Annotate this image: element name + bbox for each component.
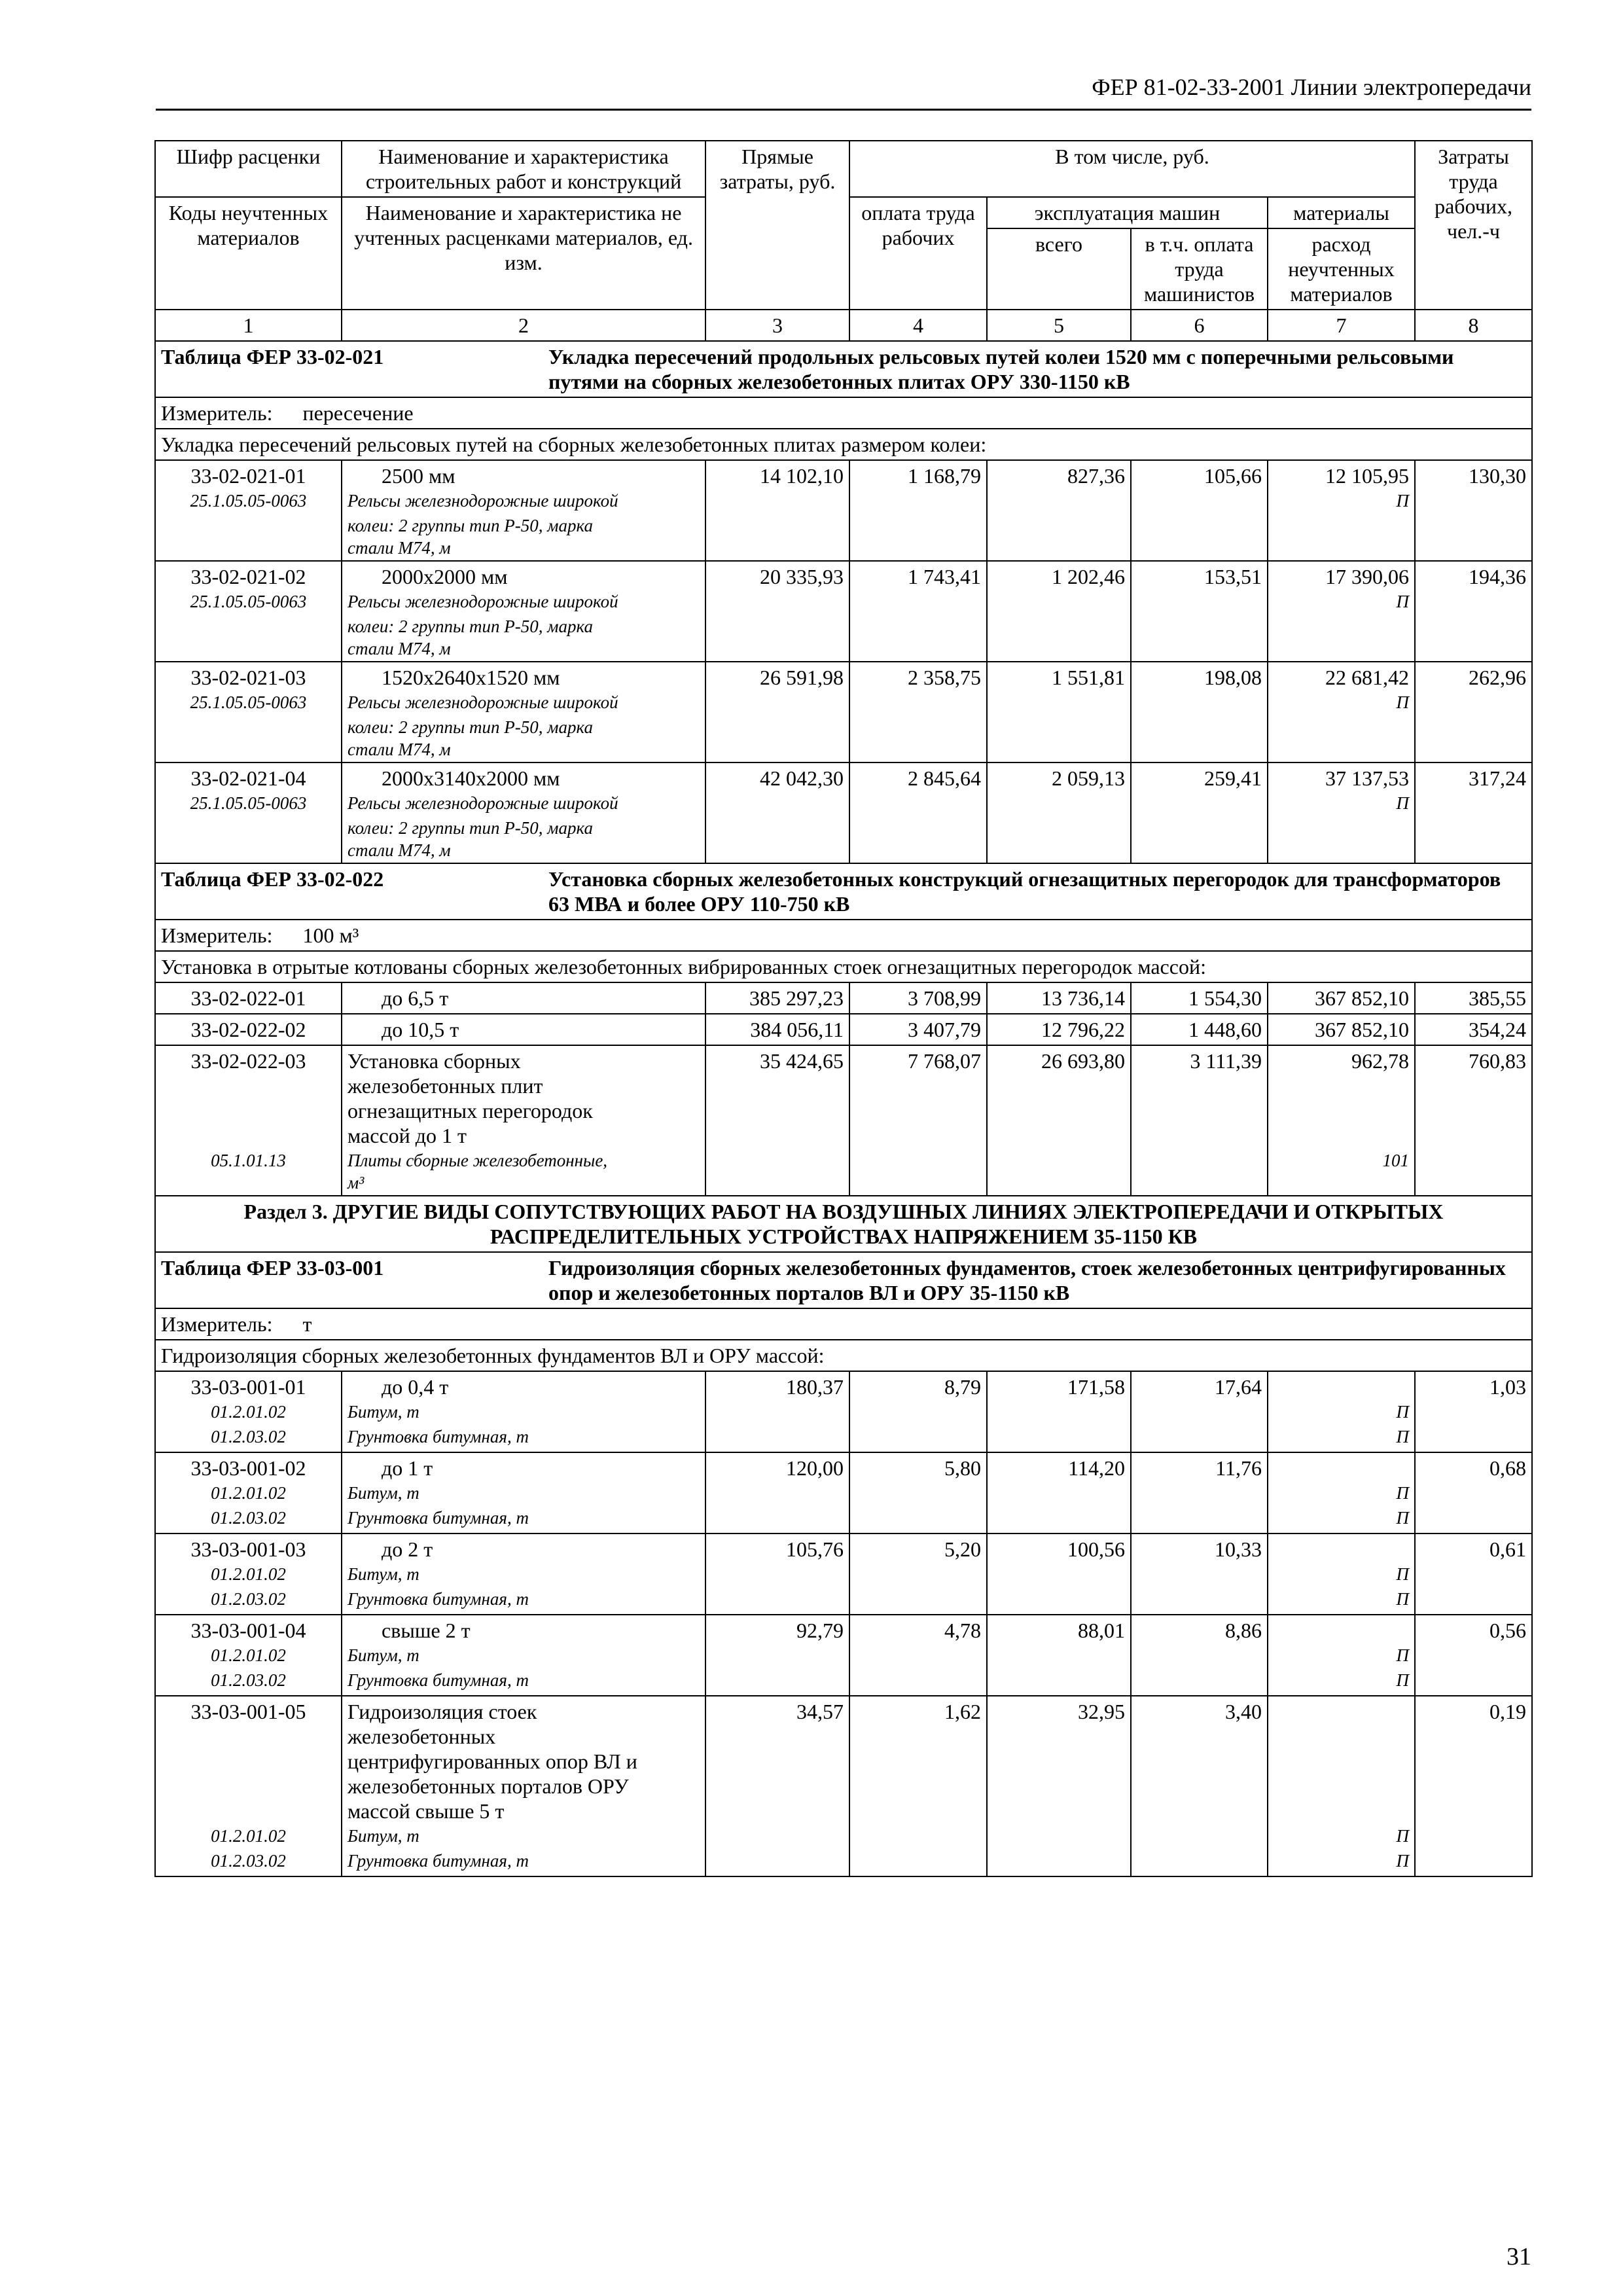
direct-cost: 34,57 (705, 1696, 849, 1876)
table-title (155, 863, 1532, 920)
machine-cost: 827,36 (987, 460, 1131, 561)
table-row (155, 1452, 1532, 1534)
material-name: Рельсы железнодорожные широкой (348, 793, 618, 813)
table-row (155, 1014, 1532, 1045)
measure-line (155, 397, 1532, 429)
table-row (155, 1696, 1532, 1876)
material-name: Битум, т (348, 1402, 419, 1422)
labor-hours: 760,83 (1415, 1045, 1532, 1196)
rate-code: 33-02-022-02 (190, 1018, 306, 1041)
rate-name: железобетонных (348, 1725, 496, 1748)
direct-cost: 35 424,65 (705, 1045, 849, 1196)
labor-cost: 8,79 (849, 1371, 987, 1452)
material-name: Битум, т (348, 1483, 419, 1503)
labor-cost: 4,78 (849, 1615, 987, 1696)
col-header-machines: эксплуатация машин (987, 197, 1268, 228)
machine-labor-cost: 3 111,39 (1131, 1045, 1268, 1196)
rate-name: центрифугированных опор ВЛ и (348, 1749, 637, 1773)
col-number: 7 (1268, 310, 1415, 341)
material-qty: П (1396, 592, 1410, 611)
material-code: 01.2.03.02 (211, 1589, 286, 1609)
machine-cost: 1 202,46 (987, 561, 1131, 662)
direct-cost: 385 297,23 (705, 982, 849, 1014)
material-name: Рельсы железнодорожные широкой (348, 491, 618, 511)
material-qty: П (1396, 1508, 1410, 1528)
material-qty: П (1396, 1589, 1410, 1609)
material-name: м³ (348, 1173, 365, 1193)
rate-name: до 1 т (382, 1456, 433, 1480)
material-code: 01.2.03.02 (211, 1427, 286, 1446)
material-code: 01.2.03.02 (211, 1670, 286, 1690)
direct-cost: 26 591,98 (705, 662, 849, 762)
col-header-hours: Затраты труда рабочих, чел.-ч (1415, 141, 1532, 310)
material-qty: П (1396, 1645, 1410, 1665)
col-number: 5 (987, 310, 1131, 341)
material-qty: П (1396, 692, 1410, 712)
material-qty: П (1396, 1402, 1410, 1422)
material-name: Грунтовка битумная, т (348, 1670, 529, 1690)
material-code: 01.2.01.02 (211, 1564, 286, 1584)
material-qty: П (1396, 793, 1410, 813)
labor-cost: 7 768,07 (849, 1045, 987, 1196)
group-heading: Гидроизоляция сборных железобетонных фундаментов ВЛ и ОРУ массой: (155, 1340, 1532, 1371)
table-row (155, 662, 1532, 762)
col-number: 2 (342, 310, 705, 341)
table-row (155, 1534, 1532, 1615)
measure-value: пересечение (302, 401, 414, 425)
measure-value: 100 м³ (302, 924, 359, 947)
col-number: 8 (1415, 310, 1532, 341)
material-code: 01.2.03.02 (211, 1508, 286, 1528)
col-number: 1 (155, 310, 342, 341)
material-name: Грунтовка битумная, т (348, 1508, 529, 1528)
rate-code: 33-03-001-04 (190, 1619, 306, 1642)
table-row (155, 1615, 1532, 1696)
rate-name: железобетонных плит (348, 1074, 543, 1098)
machine-cost: 13 736,14 (987, 982, 1131, 1014)
rate-name: 1520х2640х1520 мм (382, 666, 560, 689)
material-cost: 962,78 (1351, 1049, 1410, 1073)
rate-code: 33-02-021-04 (190, 766, 306, 790)
table-row (155, 561, 1532, 662)
group-heading: Установка в отрытые котлованы сборных железобетонных вибрированных стоек огнезащитных перегородок массой: (155, 951, 1532, 982)
measure-label: Измеритель: (161, 924, 273, 947)
labor-hours: 354,24 (1415, 1014, 1532, 1045)
machine-cost: 1 551,81 (987, 662, 1131, 762)
material-name: стали М74, м (348, 538, 451, 558)
table-name: Гидроизоляция сборных железобетонных фундаментов, стоек железобетонных центрифугированных опор и железобетонных порталов ВЛ и ОРУ 35-1150 кВ (548, 1256, 1506, 1304)
measure-label: Измеритель: (161, 1312, 273, 1336)
table-row (155, 1045, 1532, 1196)
col-header-labor: оплата труда рабочих (849, 197, 987, 310)
machine-cost: 12 796,22 (987, 1014, 1131, 1045)
direct-cost: 14 102,10 (705, 460, 849, 561)
material-name: Битум, т (348, 1564, 419, 1584)
rate-name: Гидроизоляция стоек (348, 1700, 537, 1723)
rate-name: массой свыше 5 т (348, 1799, 505, 1823)
page-number: 31 (1507, 2243, 1531, 2270)
machine-cost: 88,01 (987, 1615, 1131, 1696)
col-header-incl: В том числе, руб. (849, 141, 1415, 197)
material-name: Рельсы железнодорожные широкой (348, 692, 618, 712)
material-qty: П (1396, 1826, 1410, 1846)
material-code: 01.2.01.02 (211, 1645, 286, 1665)
material-qty: П (1396, 1427, 1410, 1446)
rate-name: до 2 т (382, 1537, 433, 1561)
rate-name: железобетонных порталов ОРУ (348, 1774, 629, 1798)
rate-code: 33-02-021-01 (190, 464, 306, 488)
rate-name: до 6,5 т (382, 986, 449, 1010)
rate-code: 33-03-001-02 (190, 1456, 306, 1480)
labor-cost: 2 358,75 (849, 662, 987, 762)
labor-cost: 1 743,41 (849, 561, 987, 662)
material-code: 01.2.01.02 (211, 1402, 286, 1422)
col-header-machines-labor: в т.ч. оплата труда машинистов (1131, 228, 1268, 310)
measure-label: Измеритель: (161, 401, 273, 425)
machine-cost: 171,58 (987, 1371, 1131, 1452)
table-code: Таблица ФЕР 33-03-001 (161, 1256, 384, 1280)
material-name: колеи: 2 группы тип Р-50, марка (348, 717, 593, 737)
rate-name: до 10,5 т (382, 1018, 459, 1041)
direct-cost: 42 042,30 (705, 762, 849, 863)
rate-name: массой до 1 т (348, 1124, 467, 1147)
machine-cost: 100,56 (987, 1534, 1131, 1615)
material-qty: П (1396, 491, 1410, 511)
material-qty: П (1396, 1564, 1410, 1584)
col-number: 3 (705, 310, 849, 341)
material-name: Битум, т (348, 1826, 419, 1846)
material-code: 25.1.05.05-0063 (190, 692, 307, 712)
col-header-direct: Прямые затраты, руб. (705, 141, 849, 310)
machine-cost: 114,20 (987, 1452, 1131, 1534)
material-name: Грунтовка битумная, т (348, 1851, 529, 1871)
material-name: стали М74, м (348, 840, 451, 860)
price-table (154, 140, 1533, 1877)
labor-cost: 3 407,79 (849, 1014, 987, 1045)
machine-labor-cost: 1 448,60 (1131, 1014, 1268, 1045)
labor-cost: 1,62 (849, 1696, 987, 1876)
material-name: стали М74, м (348, 639, 451, 658)
rate-code: 33-03-001-01 (190, 1375, 306, 1399)
rate-code: 33-02-022-01 (190, 986, 306, 1010)
material-name: колеи: 2 группы тип Р-50, марка (348, 516, 593, 535)
material-name: колеи: 2 группы тип Р-50, марка (348, 818, 593, 838)
direct-cost: 20 335,93 (705, 561, 849, 662)
material-cost: 367 852,10 (1268, 982, 1415, 1014)
rate-code: 33-02-021-02 (190, 565, 306, 588)
machine-labor-cost: 17,64 (1131, 1371, 1268, 1452)
material-name: Грунтовка битумная, т (348, 1427, 529, 1446)
material-cost: 22 681,42 (1325, 666, 1410, 689)
table-row (155, 982, 1532, 1014)
table-title (155, 1252, 1532, 1308)
col-header-materials: материалы (1268, 197, 1415, 228)
rate-name: 2500 мм (382, 464, 455, 488)
table-title (155, 341, 1532, 397)
table-row (155, 460, 1532, 561)
labor-cost: 3 708,99 (849, 982, 987, 1014)
machine-labor-cost: 198,08 (1131, 662, 1268, 762)
material-code: 01.2.01.02 (211, 1826, 286, 1846)
labor-cost: 1 168,79 (849, 460, 987, 561)
group-heading: Укладка пересечений рельсовых путей на сборных железобетонных плитах размером колеи: (155, 429, 1532, 460)
header-rule (156, 109, 1531, 111)
material-qty: П (1396, 1851, 1410, 1871)
col-number: 4 (849, 310, 987, 341)
machine-cost: 32,95 (987, 1696, 1131, 1876)
machine-cost: 26 693,80 (987, 1045, 1131, 1196)
labor-cost: 5,80 (849, 1452, 987, 1534)
material-name: Грунтовка битумная, т (348, 1589, 529, 1609)
labor-hours: 1,03 (1415, 1371, 1532, 1452)
material-code: 01.2.01.02 (211, 1483, 286, 1503)
material-cost: 12 105,95 (1325, 464, 1410, 488)
labor-hours: 130,30 (1415, 460, 1532, 561)
machine-labor-cost: 105,66 (1131, 460, 1268, 561)
col-header-materials-sub: расход неучтенных материалов (1268, 228, 1415, 310)
material-name: Плиты сборные железобетонные, (348, 1151, 608, 1170)
material-cost: 17 390,06 (1325, 565, 1410, 588)
material-name: колеи: 2 группы тип Р-50, марка (348, 617, 593, 636)
labor-cost: 5,20 (849, 1534, 987, 1615)
labor-hours: 385,55 (1415, 982, 1532, 1014)
material-code: 25.1.05.05-0063 (190, 592, 307, 611)
table-code: Таблица ФЕР 33-02-021 (161, 345, 384, 368)
machine-cost: 2 059,13 (987, 762, 1131, 863)
col-number: 6 (1131, 310, 1268, 341)
labor-hours: 317,24 (1415, 762, 1532, 863)
labor-hours: 0,19 (1415, 1696, 1532, 1876)
col-header-machines-total: всего (987, 228, 1131, 310)
material-name: стали М74, м (348, 740, 451, 759)
labor-hours: 194,36 (1415, 561, 1532, 662)
col-header-name: Наименование и характеристика строительных работ и конструкций (342, 141, 705, 197)
rate-name: Установка сборных (348, 1049, 521, 1073)
table-code: Таблица ФЕР 33-02-022 (161, 867, 384, 891)
material-qty: П (1396, 1670, 1410, 1690)
col-header-code: Шифр расценки (155, 141, 342, 197)
material-cost: 37 137,53 (1325, 766, 1410, 790)
machine-labor-cost: 1 554,30 (1131, 982, 1268, 1014)
material-cost: 367 852,10 (1268, 1014, 1415, 1045)
material-code: 25.1.05.05-0063 (190, 491, 307, 511)
material-code: 25.1.05.05-0063 (190, 793, 307, 813)
section-title: Раздел 3. ДРУГИЕ ВИДЫ СОПУТСТВУЮЩИХ РАБОТ НА ВОЗДУШНЫХ ЛИНИЯХ ЭЛЕКТРОПЕРЕДАЧИ И ОТКРЫТЫХ РАСПРЕДЕЛИТЕЛЬНЫХ УСТРОЙСТВАХ НАПРЯЖЕНИЕМ 35-1150 КВ (155, 1196, 1532, 1252)
col-header-mat-code: Коды неучтенных материалов (155, 197, 342, 310)
direct-cost: 384 056,11 (705, 1014, 849, 1045)
labor-hours: 0,56 (1415, 1615, 1532, 1696)
material-name: Битум, т (348, 1645, 419, 1665)
rate-name: свыше 2 т (382, 1619, 471, 1642)
rate-name: 2000х3140х2000 мм (382, 766, 560, 790)
direct-cost: 120,00 (705, 1452, 849, 1534)
direct-cost: 180,37 (705, 1371, 849, 1452)
material-name: Рельсы железнодорожные широкой (348, 592, 618, 611)
rate-code: 33-03-001-05 (190, 1700, 306, 1723)
material-qty: П (1396, 1483, 1410, 1503)
table-name: Установка сборных железобетонных конструкций огнезащитных перегородок для трансформаторов 63 МВА и более ОРУ 110-750 кВ (548, 867, 1501, 916)
material-code: 01.2.03.02 (211, 1851, 286, 1871)
labor-hours: 0,68 (1415, 1452, 1532, 1534)
measure-value: т (302, 1312, 312, 1336)
machine-labor-cost: 8,86 (1131, 1615, 1268, 1696)
table-row (155, 762, 1532, 863)
material-code: 05.1.01.13 (211, 1151, 286, 1170)
table-row (155, 1371, 1532, 1452)
machine-labor-cost: 3,40 (1131, 1696, 1268, 1876)
direct-cost: 92,79 (705, 1615, 849, 1696)
rate-name: до 0,4 т (382, 1375, 449, 1399)
measure-line (155, 920, 1532, 951)
labor-hours: 0,61 (1415, 1534, 1532, 1615)
rate-code: 33-03-001-03 (190, 1537, 306, 1561)
rate-code: 33-02-021-03 (190, 666, 306, 689)
machine-labor-cost: 11,76 (1131, 1452, 1268, 1534)
machine-labor-cost: 259,41 (1131, 762, 1268, 863)
machine-labor-cost: 10,33 (1131, 1534, 1268, 1615)
direct-cost: 105,76 (705, 1534, 849, 1615)
table-name: Укладка пересечений продольных рельсовых путей колеи 1520 мм с поперечными рельсовыми путями на сборных железобетонных плитах ОРУ 330-1150 кВ (548, 345, 1454, 393)
rate-name: огнезащитных перегородок (348, 1099, 593, 1122)
labor-hours: 262,96 (1415, 662, 1532, 762)
col-header-mat-name: Наименование и характеристика не учтенных расценками материалов, ед. изм. (342, 197, 705, 310)
machine-labor-cost: 153,51 (1131, 561, 1268, 662)
material-qty: 101 (1382, 1151, 1410, 1170)
rate-code: 33-02-022-03 (190, 1049, 306, 1073)
rate-name: 2000х2000 мм (382, 565, 508, 588)
labor-cost: 2 845,64 (849, 762, 987, 863)
running-header: ФЕР 81-02-33-2001 Линии электропередачи (1092, 74, 1531, 100)
measure-line (155, 1308, 1532, 1340)
